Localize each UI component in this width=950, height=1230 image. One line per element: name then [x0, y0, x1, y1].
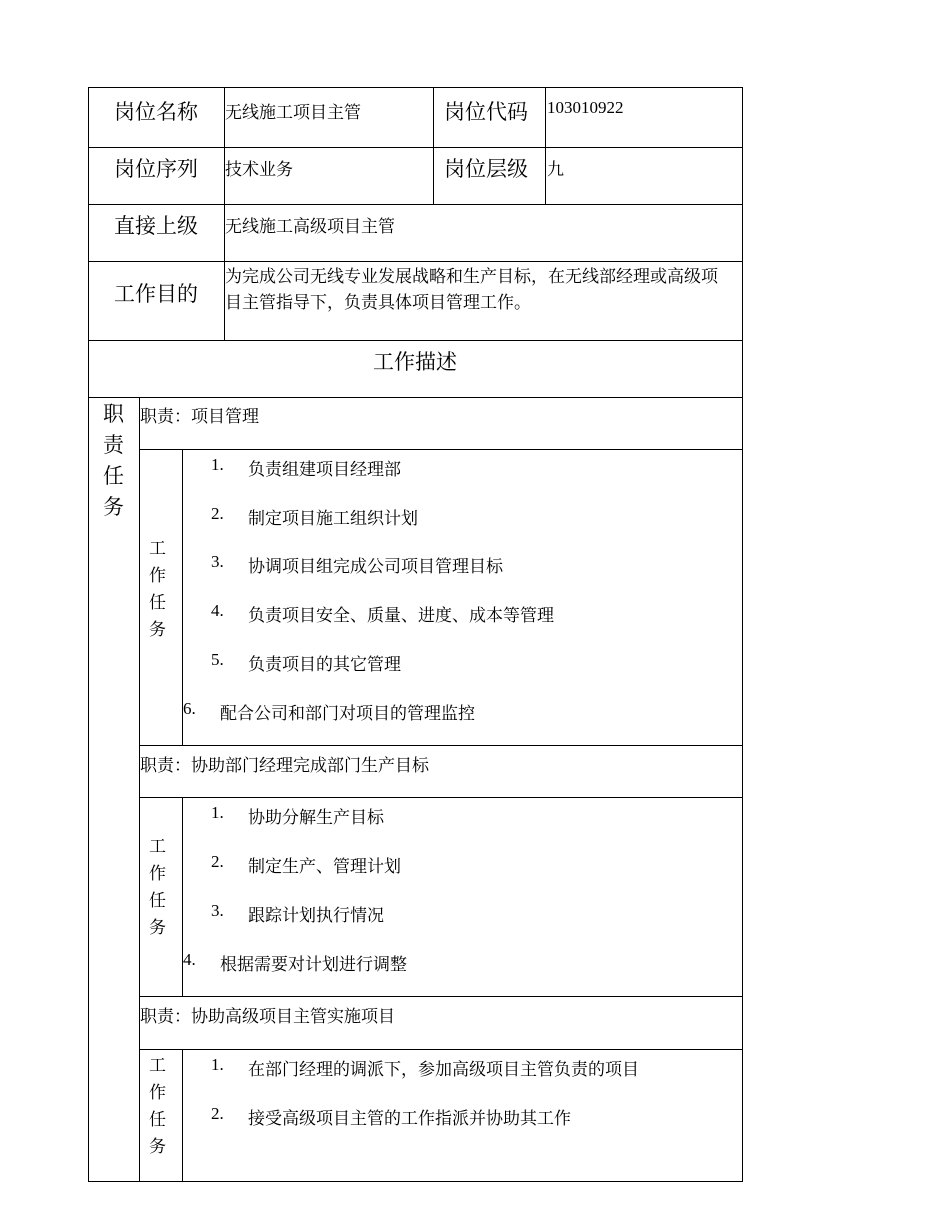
direct-superior-label: 直接上级: [114, 214, 198, 238]
position-code-value: 103010922: [547, 98, 624, 117]
task-label-char: 务: [149, 1137, 166, 1156]
task-number: 3.: [211, 901, 224, 920]
task-label-char: 工: [149, 1056, 166, 1075]
row-divider: [88, 204, 743, 205]
position-code-label: 岗位代码: [444, 100, 528, 124]
row-divider: [139, 797, 743, 798]
task-label-char: 作: [149, 864, 166, 883]
row-divider: [139, 1049, 743, 1050]
task-number: 5.: [211, 650, 224, 669]
col-divider: [545, 87, 546, 204]
task-number: 2.: [211, 1104, 224, 1123]
task-number: 6.: [183, 699, 196, 718]
row-divider: [88, 397, 743, 398]
work-objective-label: 工作目的: [114, 282, 198, 306]
duties-label-char: 任: [103, 464, 124, 488]
task-label-char: 务: [149, 918, 166, 937]
task-text: 配合公司和部门对项目的管理监控: [220, 704, 475, 723]
duties-label: [103, 399, 124, 523]
duty-heading: 职责：协助高级项目主管实施项目: [140, 1007, 395, 1026]
work-objective-value: 为完成公司无线专业发展战略和生产目标，在无线部经理或高级项目主管指导下，负责具体项目管理工作。: [225, 267, 718, 312]
position-name-value: 无线施工项目主管: [225, 103, 361, 122]
task-text: 协助分解生产目标: [248, 808, 384, 827]
task-text: 协调项目组完成公司项目管理目标: [248, 557, 503, 576]
position-level-value: 九: [547, 160, 564, 179]
task-text: 制定项目施工组织计划: [248, 509, 418, 528]
duty-heading: 职责：协助部门经理完成部门生产目标: [140, 756, 429, 775]
task-number: 4.: [183, 950, 196, 969]
col-divider: [139, 397, 140, 1182]
task-number: 3.: [211, 552, 224, 571]
position-sequence-value: 技术业务: [225, 160, 293, 179]
duties-label-char: 责: [103, 433, 124, 457]
task-number: 2.: [211, 504, 224, 523]
task-text: 负责组建项目经理部: [248, 460, 401, 479]
task-number: 1.: [211, 803, 224, 822]
task-label-char: 作: [149, 1083, 166, 1102]
row-divider: [88, 147, 743, 148]
task-text: 接受高级项目主管的工作指派并协助其工作: [248, 1109, 571, 1128]
task-label-char: 务: [149, 620, 166, 639]
task-label-char: 任: [149, 1110, 166, 1129]
task-label-char: 任: [149, 891, 166, 910]
task-label-char: 任: [149, 593, 166, 612]
task-label: [149, 833, 166, 941]
task-text: 在部门经理的调派下，参加高级项目主管负责的项目: [248, 1060, 639, 1079]
task-label-char: 工: [149, 539, 166, 558]
col-divider: [433, 87, 434, 204]
direct-superior-value: 无线施工高级项目主管: [225, 217, 395, 236]
task-label: [149, 535, 166, 643]
task-number: 4.: [211, 601, 224, 620]
task-text: 制定生产、管理计划: [248, 857, 401, 876]
position-name-label: 岗位名称: [114, 100, 198, 124]
duties-label-char: 务: [103, 495, 124, 519]
row-divider: [88, 261, 743, 262]
task-label: [149, 1052, 166, 1160]
task-text: 负责项目安全、质量、进度、成本等管理: [248, 606, 554, 625]
row-divider: [88, 340, 743, 341]
row-divider: [139, 449, 743, 450]
row-divider: [139, 745, 743, 746]
task-label-char: 工: [149, 837, 166, 856]
col-divider: [182, 1049, 183, 1182]
duty-heading: 职责：项目管理: [140, 407, 259, 426]
task-text: 跟踪计划执行情况: [248, 906, 384, 925]
description-title: 工作描述: [373, 350, 457, 374]
task-number: 1.: [211, 455, 224, 474]
duties-label-char: 职: [103, 402, 124, 426]
row-divider: [139, 996, 743, 997]
task-text: 根据需要对计划进行调整: [220, 955, 407, 974]
position-level-label: 岗位层级: [444, 157, 528, 181]
task-number: 2.: [211, 852, 224, 871]
task-text: 负责项目的其它管理: [248, 655, 401, 674]
task-label-char: 作: [149, 566, 166, 585]
position-sequence-label: 岗位序列: [114, 157, 198, 181]
task-number: 1.: [211, 1055, 224, 1074]
